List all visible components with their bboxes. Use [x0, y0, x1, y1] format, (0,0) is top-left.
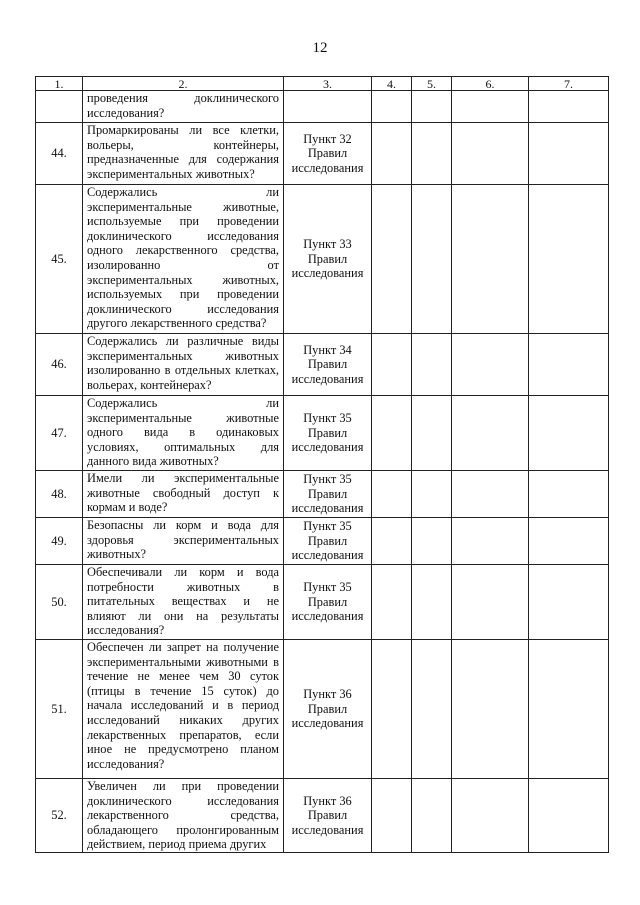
row-question: Содержались ли различные виды экспериментальных животных изолированно в отдельных клетках, вольерах, контейнерах?	[83, 334, 284, 396]
row-number: 51.	[36, 640, 83, 779]
header-col-4: 4.	[372, 77, 412, 91]
cell-col-7	[529, 779, 609, 853]
cell-col-7	[529, 640, 609, 779]
ref-rules: Правил	[307, 808, 348, 823]
cell-col-7	[529, 123, 609, 185]
table-row	[36, 334, 609, 396]
ref-rules: Правил	[307, 425, 348, 440]
cell-col-5	[412, 396, 452, 471]
ref-research: исследования	[291, 716, 364, 731]
ref-rules: Правил	[307, 486, 348, 501]
cell-col-6	[452, 471, 529, 518]
table-row	[36, 471, 609, 518]
cell-col-5	[412, 640, 452, 779]
row-question: Содержались ли экспериментальные животные, используемые при проведении доклинического исследования одного лекарственного средства, изолированно от экспериментальных животных, используемых при проведении доклинического исследования другого лекарственного средства?	[83, 185, 284, 334]
cell-col-7	[529, 185, 609, 334]
cell-col-4	[372, 396, 412, 471]
page-number: 12	[312, 40, 328, 56]
cell-col-5	[412, 123, 452, 185]
cell-col-5	[412, 779, 452, 853]
table-row	[36, 640, 609, 779]
cell-col-6	[452, 91, 529, 123]
row-reference	[284, 185, 372, 334]
ref-research: исследования	[291, 266, 364, 281]
header-col-1: 1.	[36, 77, 83, 91]
ref-rules: Правил	[307, 357, 348, 372]
row-reference	[284, 123, 372, 185]
row-reference	[284, 779, 372, 853]
cell-col-4	[372, 640, 412, 779]
row-question: Имели ли экспериментальные животные свободный доступ к кормам и воде?	[83, 471, 284, 518]
table-row	[36, 565, 609, 640]
ref-research: исследования	[291, 822, 364, 837]
ref-point: Пункт 32	[303, 131, 352, 146]
ref-point: Пункт 33	[303, 237, 352, 252]
row-question: Обеспечен ли запрет на получение экспериментальными животными в течение не менее чем 30 суток (птицы в течение 15 суток) до начала исследований и в период исследований никаких других лекарственных препаратов, если иное не предусмотрено планом исследования?	[83, 640, 284, 779]
cell-col-6	[452, 185, 529, 334]
header-col-6: 6.	[452, 77, 529, 91]
ref-point: Пункт 35	[303, 519, 352, 534]
cell-col-4	[372, 91, 412, 123]
cell-col-7	[529, 518, 609, 565]
cell-col-7	[529, 471, 609, 518]
cell-col-5	[412, 334, 452, 396]
row-number: 50.	[36, 565, 83, 640]
cell-col-4	[372, 518, 412, 565]
ref-point: Пункт 36	[303, 793, 352, 808]
ref-research: исследования	[291, 548, 364, 563]
cell-col-6	[452, 640, 529, 779]
cell-col-5	[412, 471, 452, 518]
ref-research: исследования	[291, 501, 364, 516]
cell-col-6	[452, 518, 529, 565]
ref-point: Пункт 35	[303, 472, 352, 487]
ref-rules: Правил	[307, 701, 348, 716]
row-number: 48.	[36, 471, 83, 518]
cell-col-4	[372, 185, 412, 334]
cell-col-4	[372, 334, 412, 396]
row-question: проведения доклинического исследования?	[83, 91, 284, 123]
row-reference	[284, 396, 372, 471]
cell-col-6	[452, 779, 529, 853]
ref-research: исследования	[291, 440, 364, 455]
row-question: Обеспечивали ли корм и вода потребности животных в питательных веществах и не влияют ли они на результаты исследования?	[83, 565, 284, 640]
ref-point: Пункт 35	[303, 411, 352, 426]
table-row	[36, 779, 609, 853]
header-col-5: 5.	[412, 77, 452, 91]
row-number: 45.	[36, 185, 83, 334]
row-number: 47.	[36, 396, 83, 471]
cell-col-5	[412, 185, 452, 334]
table-row	[36, 518, 609, 565]
table-row	[36, 396, 609, 471]
cell-col-7	[529, 334, 609, 396]
header-col-2: 2.	[83, 77, 284, 91]
cell-col-5	[412, 518, 452, 565]
cell-col-6	[452, 334, 529, 396]
row-reference	[284, 471, 372, 518]
cell-col-7	[529, 396, 609, 471]
row-question: Безопасны ли корм и вода для здоровья экспериментальных животных?	[83, 518, 284, 565]
row-question: Промаркированы ли все клетки, вольеры, контейнеры, предназначенные для содержания экспериментальных животных?	[83, 123, 284, 185]
row-number: 52.	[36, 779, 83, 853]
cell-col-6	[452, 565, 529, 640]
ref-point: Пункт 35	[303, 580, 352, 595]
row-number: 44.	[36, 123, 83, 185]
table-row-continuation	[36, 91, 609, 123]
ref-research: исследования	[291, 160, 364, 175]
cell-col-4	[372, 123, 412, 185]
row-reference	[284, 91, 372, 123]
table-row	[36, 185, 609, 334]
ref-rules: Правил	[307, 533, 348, 548]
ref-point: Пункт 34	[303, 342, 352, 357]
cell-col-4	[372, 779, 412, 853]
table-row	[36, 123, 609, 185]
row-number	[36, 91, 83, 123]
ref-rules: Правил	[307, 594, 348, 609]
ref-rules: Правил	[307, 146, 348, 161]
cell-col-5	[412, 565, 452, 640]
row-number: 46.	[36, 334, 83, 396]
header-col-3: 3.	[284, 77, 372, 91]
row-reference	[284, 334, 372, 396]
row-question: Содержались ли экспериментальные животные одного вида в одинаковых условиях, оптимальных для данного вида животных?	[83, 396, 284, 471]
row-reference	[284, 518, 372, 565]
row-question: Увеличен ли при проведении доклинического исследования лекарственного средства, обладающего пролонгированным действием, период приема других	[83, 779, 284, 853]
ref-research: исследования	[291, 371, 364, 386]
ref-point: Пункт 36	[303, 687, 352, 702]
cell-col-7	[529, 565, 609, 640]
cell-col-6	[452, 396, 529, 471]
checklist-table	[35, 76, 609, 853]
cell-col-7	[529, 91, 609, 123]
cell-col-4	[372, 471, 412, 518]
row-reference	[284, 640, 372, 779]
ref-research: исследования	[291, 609, 364, 624]
row-reference	[284, 565, 372, 640]
cell-col-4	[372, 565, 412, 640]
row-number: 49.	[36, 518, 83, 565]
ref-rules: Правил	[307, 251, 348, 266]
cell-col-5	[412, 91, 452, 123]
cell-col-6	[452, 123, 529, 185]
header-col-7: 7.	[529, 77, 609, 91]
header-row	[36, 77, 609, 91]
